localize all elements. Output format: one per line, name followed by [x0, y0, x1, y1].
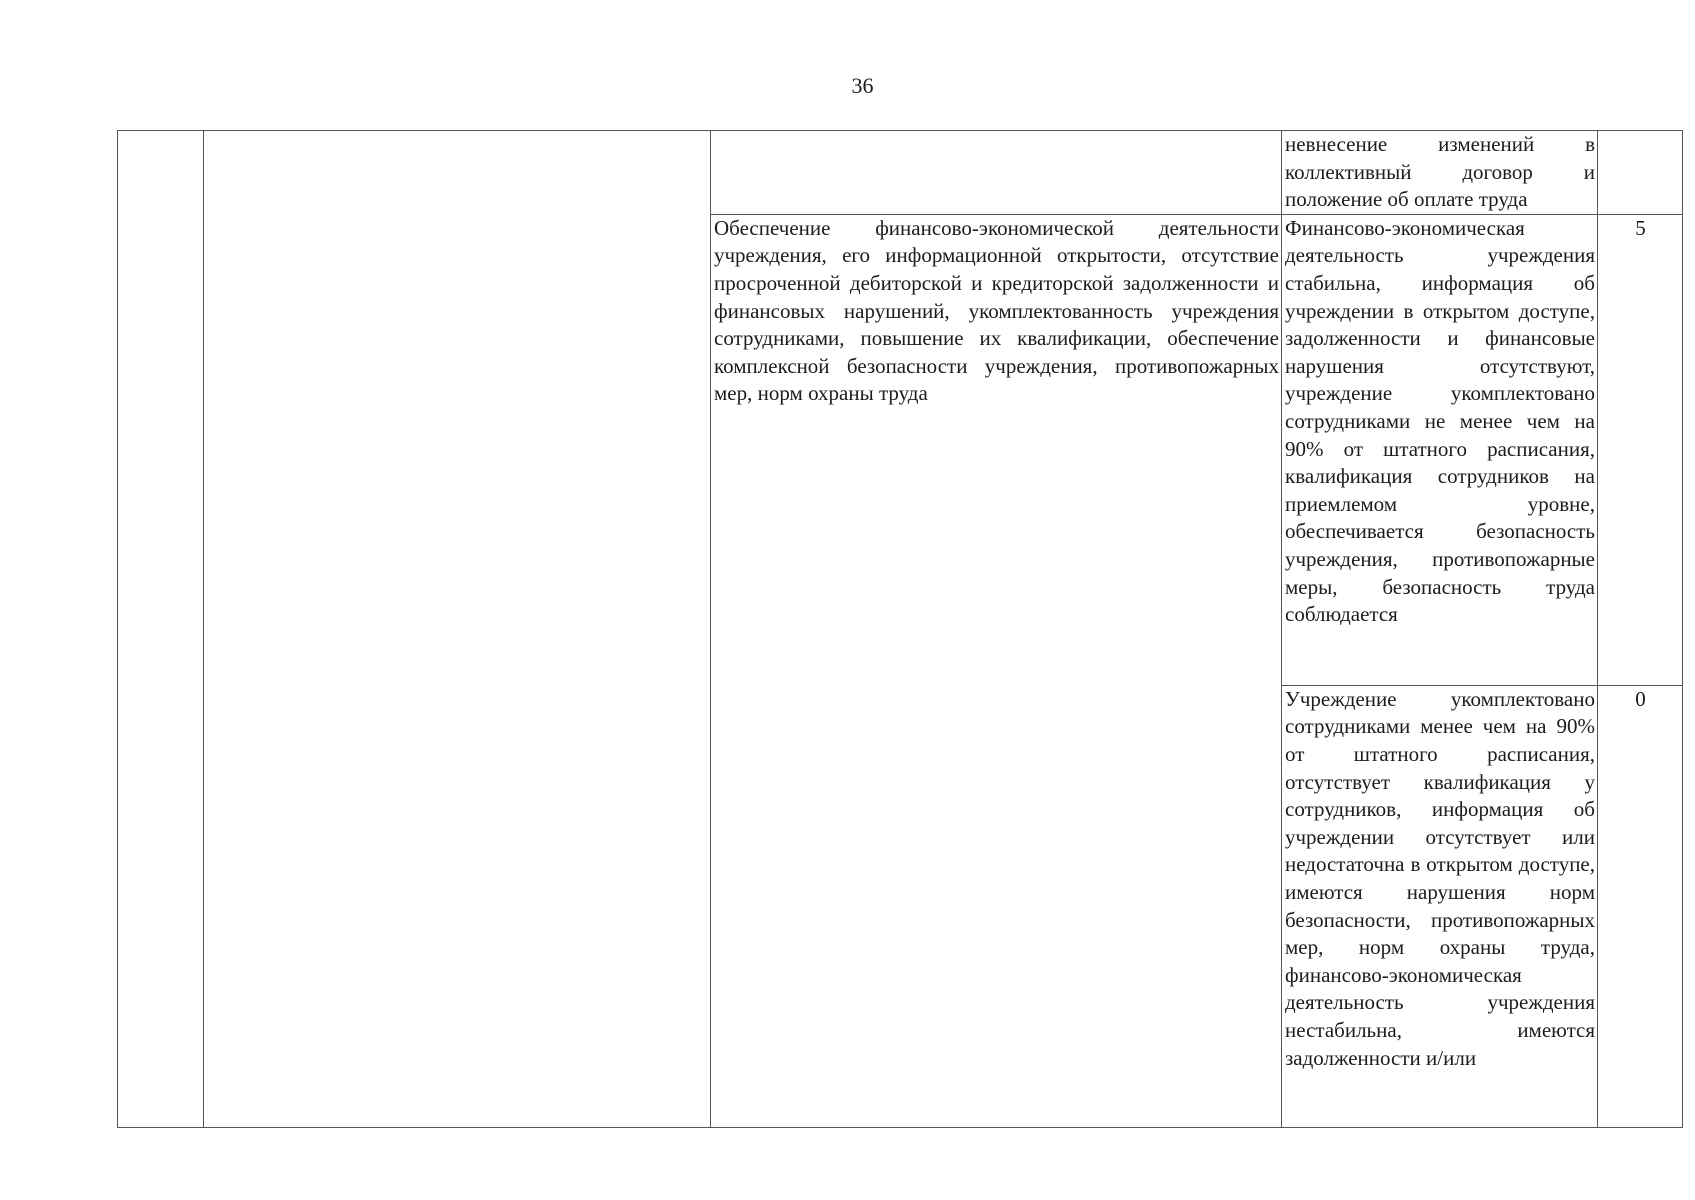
number-cell — [118, 131, 204, 1128]
criterion-cell: Обеспечение финансово-экономической деятельности учреждения, его информационной открытости, отсутствие просроченной дебиторской и кредиторской задолженности и финансовых нарушений, укомплектованность учреждения сотрудниками, повышение их квалификации, обеспечение комплексной безопасности учреждения, противопожарных мер, норм охраны труда — [711, 214, 1282, 1127]
condition-cell: Учреждение укомплектовано сотрудниками менее чем на 90% от штатного расписания, отсутствует квалификация у сотрудников, информация об учреждении отсутствует или недостаточна в открытом доступе, имеются нарушения норм безопасности, противопожарных мер, норм охраны труда, финансово-экономическая деятельность учреждения нестабильна, имеются задолженности и/или — [1282, 685, 1598, 1127]
criteria-table — [117, 130, 1683, 1128]
score-cell: 5 — [1598, 214, 1683, 685]
condition-cell: невнесение изменений в коллективный договор и положение об оплате труда — [1282, 131, 1598, 215]
condition-cell: Финансово-экономическая деятельность учреждения стабильна, информация об учреждении в открытом доступе, задолженности и финансовые нарушения отсутствуют, учреждение укомплектовано сотрудниками не менее чем на 90% от штатного расписания, квалификация сотрудников на приемлемом уровне, обеспечивается безопасность учреждения, противопожарные меры, безопасность труда соблюдается — [1282, 214, 1598, 685]
indicator-cell — [204, 131, 711, 1128]
criterion-cell — [711, 131, 1282, 215]
table-row — [118, 131, 1683, 215]
score-cell — [1598, 131, 1683, 215]
page-number: 36 — [851, 73, 874, 98]
score-cell: 0 — [1598, 685, 1683, 1127]
